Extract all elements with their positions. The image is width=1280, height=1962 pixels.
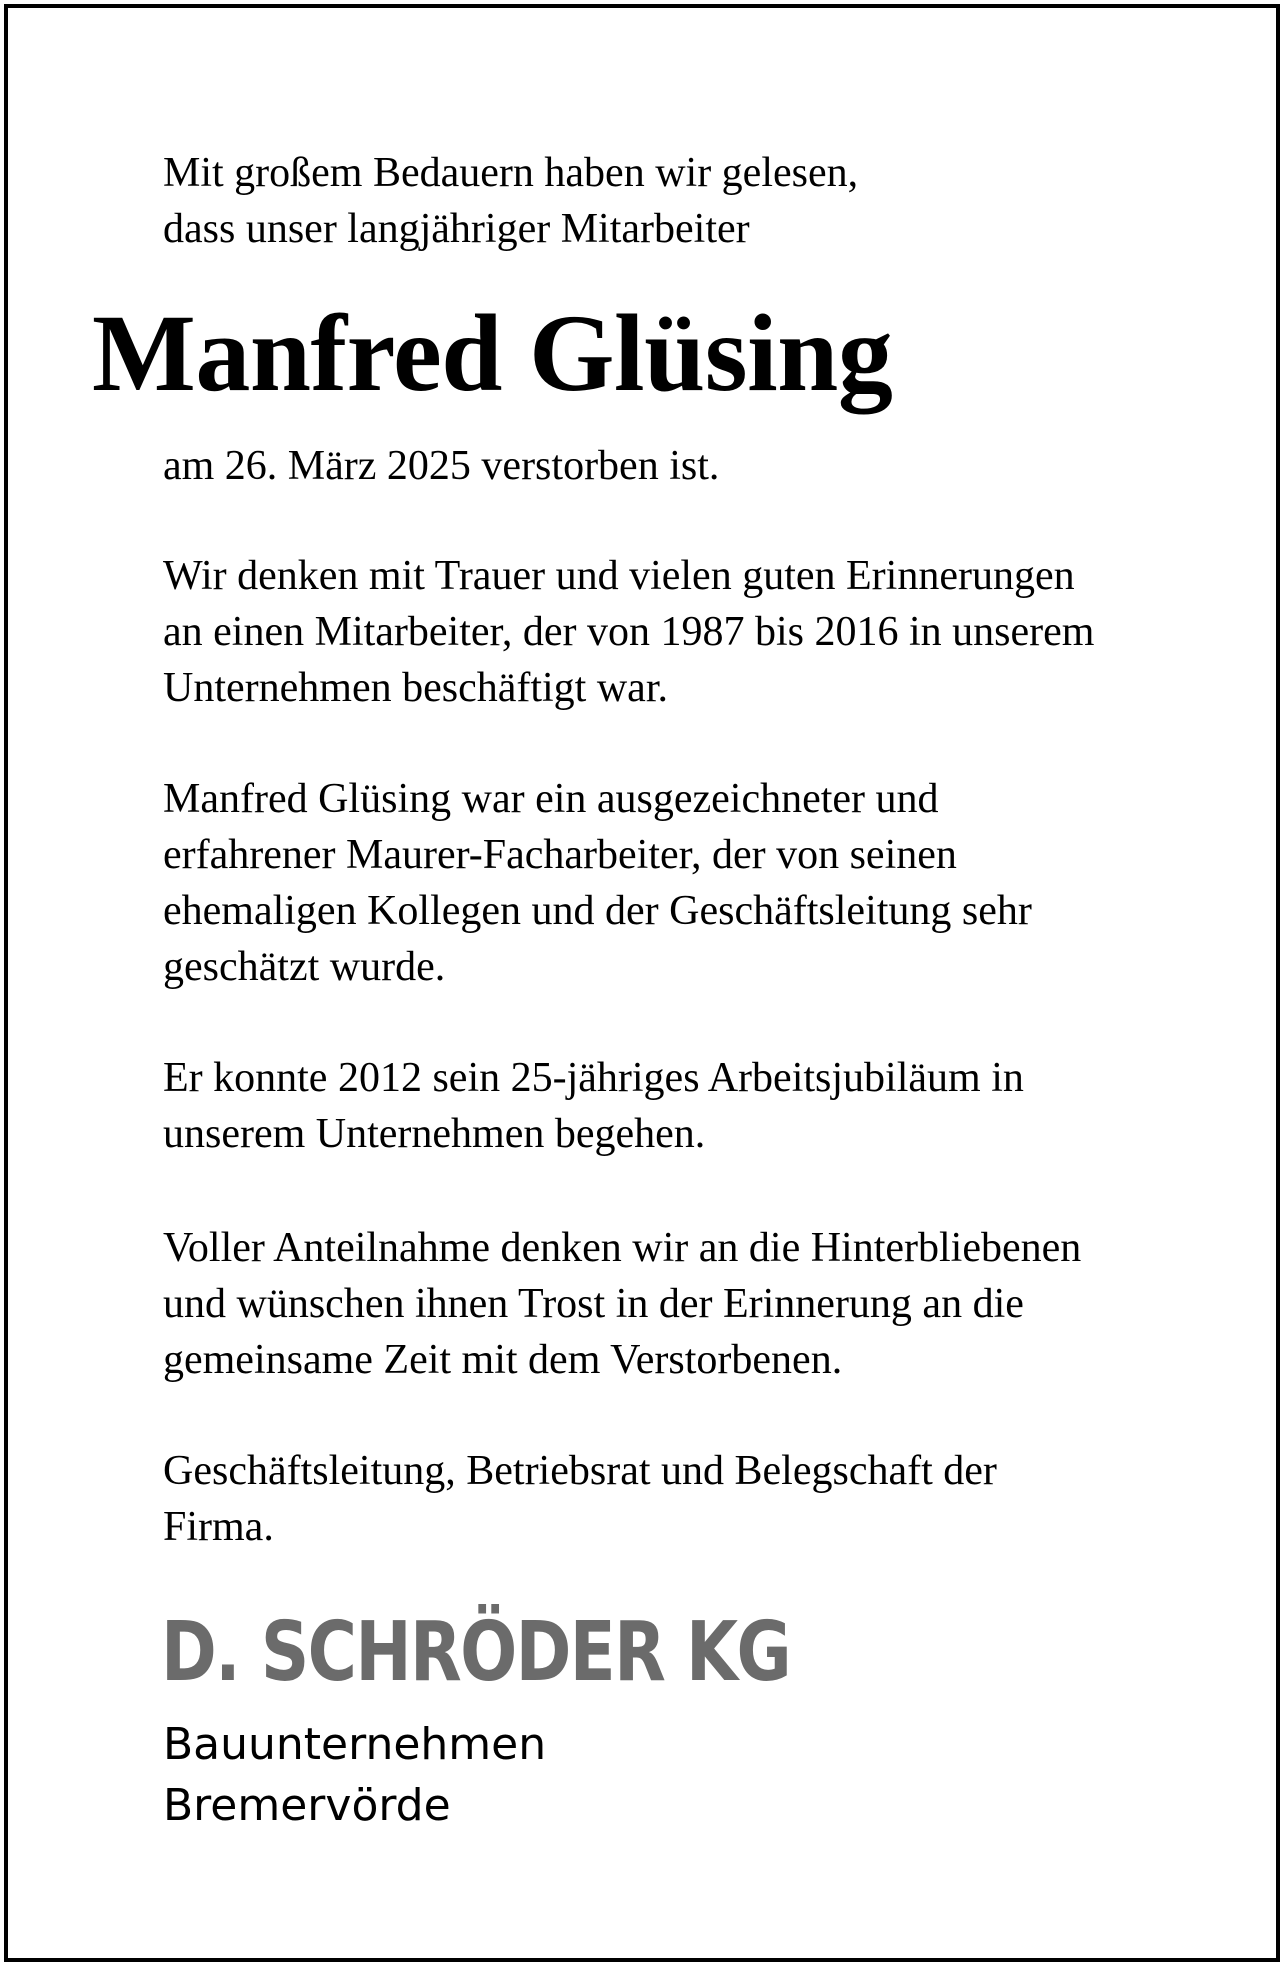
- death-date-line: am 26. März 2025 verstorben ist.: [163, 443, 720, 489]
- firm-location: Bremervörde: [163, 1780, 451, 1831]
- paragraph-signatories: Geschäftsleitung, Betriebsrat und Belegschaft der Firma.: [163, 1448, 997, 1550]
- firm-name: D. SCHRÖDER KG: [161, 1605, 791, 1700]
- obituary-notice: [4, 4, 1280, 1962]
- paragraph-tribute: Manfred Glüsing war ein ausgezeichneter und erfahrener Maurer-Facharbeiter, der von seinen ehemaligen Kollegen und der Geschäftsleitung sehr geschätzt wurde.: [163, 776, 1032, 990]
- paragraph-remembrance: Wir denken mit Trauer und vielen guten Erinnerungen an einen Mitarbeiter, der von 1987 bis 2016 in unserem Unternehmen beschäftigt war.: [163, 553, 1095, 711]
- paragraph-condolence: Voller Anteilnahme denken wir an die Hinterbliebenen und wünschen ihnen Trost in der Erinnerung an die gemeinsame Zeit mit dem Verstorbenen.: [163, 1225, 1082, 1383]
- deceased-name: Manfred Glüsing: [92, 292, 893, 414]
- firm-type: Bauunternehmen: [163, 1719, 547, 1770]
- intro-text: Mit großem Bedauern haben wir gelesen, dass unser langjähriger Mitarbeiter: [163, 150, 859, 252]
- paragraph-anniversary: Er konnte 2012 sein 25-jähriges Arbeitsjubiläum in unserem Unternehmen begehen.: [163, 1055, 1024, 1157]
